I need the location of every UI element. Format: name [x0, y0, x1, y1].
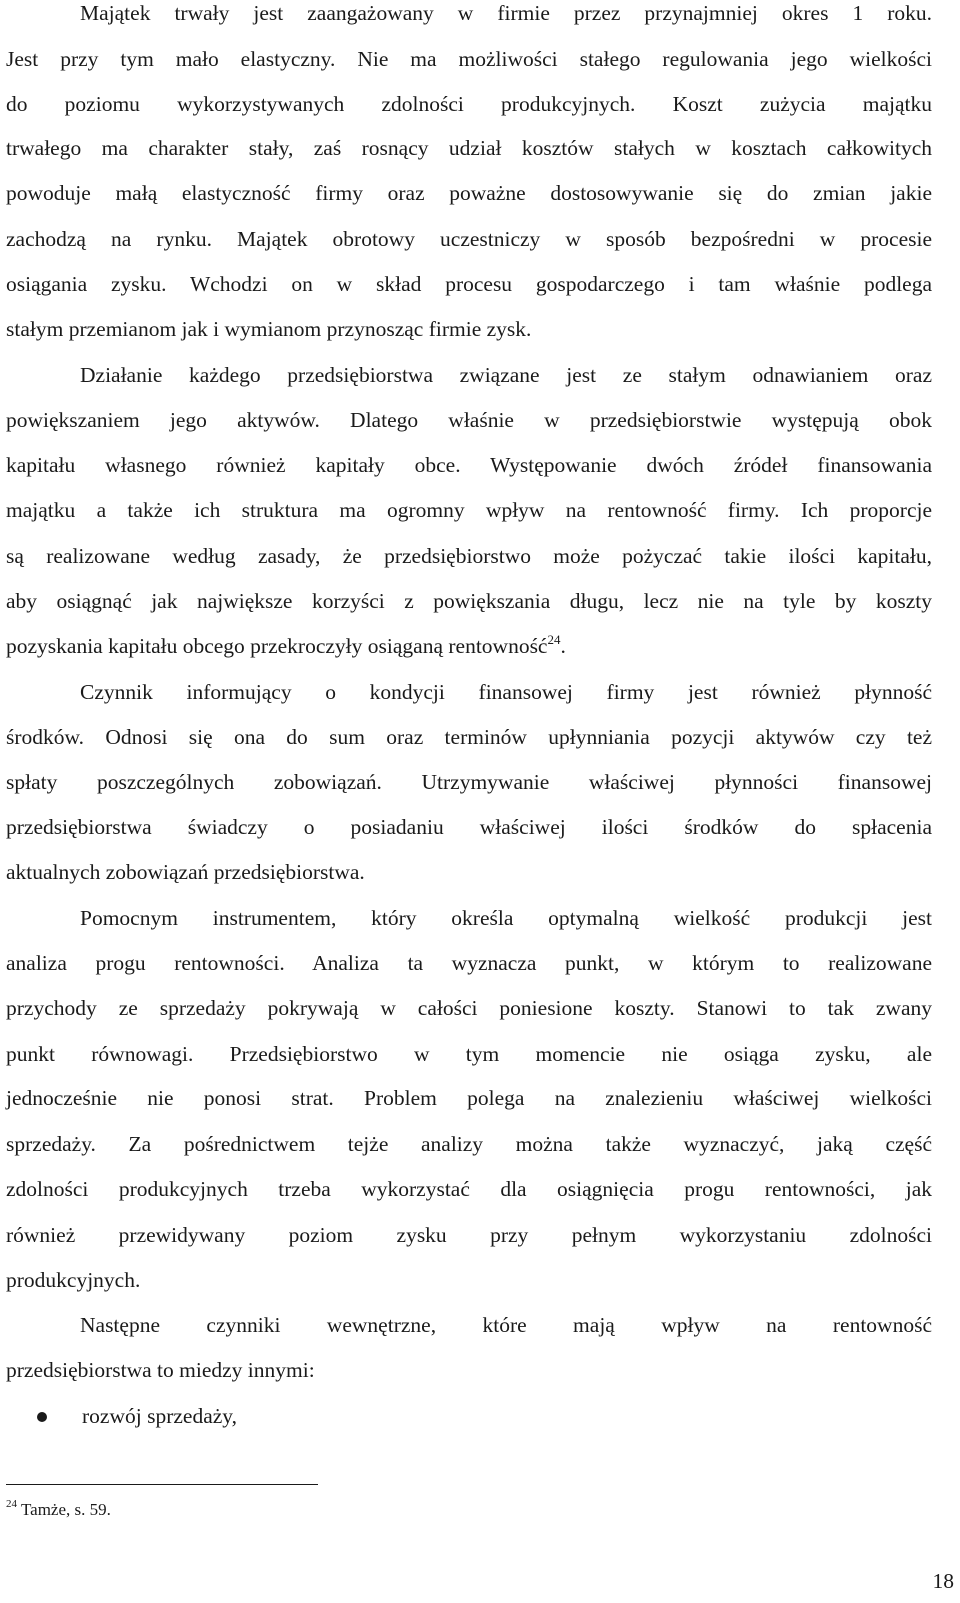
paragraph-line: Jest przy tym mało elastyczny. Nie ma możliwości stałego regulowania jego wielkości [6, 47, 932, 71]
paragraph-line: przychody ze sprzedaży pokrywają w całości poniesione koszty. Stanowi to tak zwany [6, 996, 932, 1020]
paragraph-line: majątku a także ich struktura ma ogromny wpływ na rentowność firmy. Ich proporcje [6, 498, 932, 522]
paragraph-line: produkcyjnych. [6, 1268, 141, 1292]
footnote-number: 24 [6, 1498, 17, 1510]
paragraph-line: aktualnych zobowiązań przedsiębiorstwa. [6, 860, 365, 884]
paragraph-line: stałym przemianom jak i wymianom przynosząc firmie zysk. [6, 317, 532, 341]
paragraph-line-tail: . [560, 634, 566, 658]
footnote-reference[interactable]: 24 [547, 632, 561, 647]
paragraph-line: Pomocnym instrumentem, który określa optymalną wielkość produkcji jest [80, 906, 932, 930]
paragraph-line: Działanie każdego przedsiębiorstwa związane jest ze stałym odnawianiem oraz [80, 363, 932, 387]
paragraph-line: osiągania zysku. Wchodzi on w skład procesu gospodarczego i tam właśnie podlega [6, 272, 932, 296]
paragraph-line: Następne czynniki wewnętrzne, które mają wpływ na rentowność [80, 1313, 932, 1337]
paragraph-line: trwałego ma charakter stały, zaś rosnący udział kosztów stałych w kosztach całkowitych [6, 136, 932, 160]
paragraph-line: zachodzą na rynku. Majątek obrotowy uczestniczy w sposób bezpośredni w procesie [6, 227, 932, 251]
paragraph-line: jednocześnie nie ponosi strat. Problem polega na znalezieniu właściwej wielkości [6, 1086, 932, 1110]
paragraph-line: Majątek trwały jest zaangażowany w firmie przez przynajmniej okres 1 roku. [80, 1, 932, 25]
paragraph-line: Czynnik informujący o kondycji finansowej firmy jest również płynność [80, 680, 932, 704]
paragraph-line: analiza progu rentowności. Analiza ta wyznacza punkt, w którym to realizowane [6, 951, 932, 975]
footnote [6, 1498, 111, 1522]
paragraph-line: powoduje małą elastyczność firmy oraz poważne dostosowywanie się do zmian jakie [6, 181, 932, 205]
paragraph-line: są realizowane według zasady, że przedsiębiorstwo może pożyczać takie ilości kapitału, [6, 544, 932, 568]
paragraph-line: zdolności produkcyjnych trzeba wykorzystać dla osiągnięcia progu rentowności, jak [6, 1177, 932, 1201]
paragraph-line: przedsiębiorstwa świadczy o posiadaniu właściwej ilości środków do spłacenia [6, 815, 932, 839]
bullet-icon [37, 1412, 47, 1422]
paragraph-line: przedsiębiorstwa to miedzy innymi: [6, 1358, 315, 1382]
paragraph-line: również przewidywany poziom zysku przy pełnym wykorzystaniu zdolności [6, 1223, 932, 1247]
paragraph-line-with-footnote [6, 631, 932, 661]
paragraph-line-text: pozyskania kapitału obcego przekroczyły osiąganą rentowność [6, 634, 548, 658]
paragraph-line: kapitału własnego również kapitały obce. Występowanie dwóch źródeł finansowania [6, 453, 932, 477]
paragraph-line: aby osiągnąć jak największe korzyści z powiększania długu, lecz nie na tyle by koszty [6, 589, 932, 613]
paragraph-line: spłaty poszczególnych zobowiązań. Utrzymywanie właściwej płynności finansowej [6, 770, 932, 794]
footnote-text: Tamże, s. 59. [20, 1500, 111, 1519]
paragraph-line: sprzedaży. Za pośrednictwem tejże analizy można także wyznaczyć, jaką część [6, 1132, 932, 1156]
page-number: 18 [932, 1569, 954, 1593]
footnote-separator [6, 1484, 318, 1485]
paragraph-line: do poziomu wykorzystywanych zdolności produkcyjnych. Koszt zużycia majątku [6, 92, 932, 116]
paragraph-line: powiększaniem jego aktywów. Dlatego właśnie w przedsiębiorstwie występują obok [6, 408, 932, 432]
paragraph-line: punkt równowagi. Przedsiębiorstwo w tym momencie nie osiąga zysku, ale [6, 1042, 932, 1066]
bullet-item-text: rozwój sprzedaży, [82, 1404, 238, 1428]
paragraph-line: środków. Odnosi się ona do sum oraz terminów upłynniania pozycji aktywów czy też [6, 725, 932, 749]
